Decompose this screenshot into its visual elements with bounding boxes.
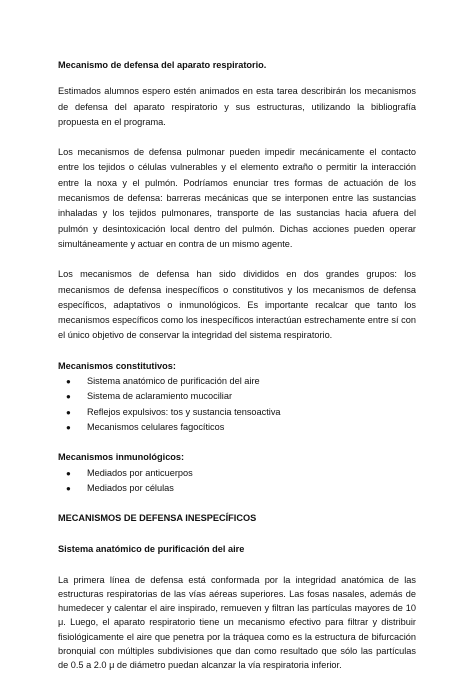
list-item: [58, 466, 416, 481]
bullet-icon: ●: [66, 392, 71, 402]
defense-groups-paragraph: Los mecanismos de defensa han sido divididos en dos grandes grupos: los mecanismos de defensa inespecíficos o constitutivos y los mecanismos de defensa específicos, adaptativos o inmunológicos. Es importante recalcar que tanto los mecanismos específicos como los inespecíficos interactúan estrechamente entre sí con el único objetivo de conservar la integridad del sistema respiratorio.: [58, 269, 416, 341]
constitutive-list: [58, 374, 416, 435]
bullet-icon: ●: [66, 422, 71, 432]
list-item: [58, 374, 416, 389]
immunologic-list: [58, 466, 416, 497]
air-purification-paragraph: La primera línea de defensa está conformada por la integridad anatómica de las estructuras respiratorias de las vías aéreas superiores. Las fosas nasales, además de humedecer y calentar el aire inspirado, remueven y filtran las partículas mayores de 10 μ. Luego, el aparato respiratorio tiene un mecanismo efectivo para filtrar y distribuir fisiológicamente el aire que penetra por la tráquea como es la estructura de bifurcación bronquial con múltiples subdivisiones que dan como resultado que sólo las partículas de 0.5 a 2.0 μ de diámetro puedan alcanzar la vía respiratoria inferior.: [58, 574, 416, 670]
list-item-text: Reflejos expulsivos: tos y sustancia tensoactiva: [87, 406, 281, 417]
list-item-text: Mediados por células: [87, 482, 174, 493]
list-item-text: Mediados por anticuerpos: [87, 467, 193, 478]
list-item: [58, 420, 416, 435]
nonspecific-mechanisms-heading: MECANISMOS DE DEFENSA INESPECÍFICOS: [58, 513, 257, 524]
list-item: [58, 405, 416, 420]
intro-paragraph: Estimados alumnos espero estén animados en esta tarea describirán los mecanismos de defensa del aparato respiratorio y sus estructuras, utilizando la bibliografía propuesta en el programa.: [58, 86, 416, 127]
bullet-icon: ●: [66, 377, 71, 387]
document-title: Mecanismo de defensa del aparato respiratorio.: [58, 60, 267, 70]
list-item: [58, 389, 416, 404]
document-page: [58, 58, 416, 687]
list-item-text: Mecanismos celulares fagocíticos: [87, 421, 225, 432]
list-item: [58, 481, 416, 496]
immunologic-heading: Mecanismos inmunológicos:: [58, 452, 185, 463]
defense-overview-paragraph: Los mecanismos de defensa pulmonar pueden impedir mecánicamente el contacto entre los tejidos o células vulnerables y el elemento extraño o permitir la interacción entre la noxa y el pulmón. Podríamos enunciar tres formas de actuación de los mecanismos de defensa: barreras mecánicas que se interponen entre las sustancias inhaladas y los tejidos pulmonares, transporte de las sustancias hacia afuera del pulmón y desintoxicación local dentro del pulmón. Dichas acciones pueden operar simultáneamente y actuar en contra de un mismo agente.: [58, 147, 416, 249]
bullet-icon: ●: [66, 407, 71, 417]
air-purification-heading: Sistema anatómico de purificación del aire: [58, 544, 245, 555]
bullet-icon: ●: [66, 468, 71, 478]
list-item-text: Sistema anatómico de purificación del aire: [87, 376, 260, 387]
bullet-icon: ●: [66, 483, 71, 493]
list-item-text: Sistema de aclaramiento mucociliar: [87, 391, 233, 402]
constitutive-heading: Mecanismos constitutivos:: [58, 360, 176, 371]
